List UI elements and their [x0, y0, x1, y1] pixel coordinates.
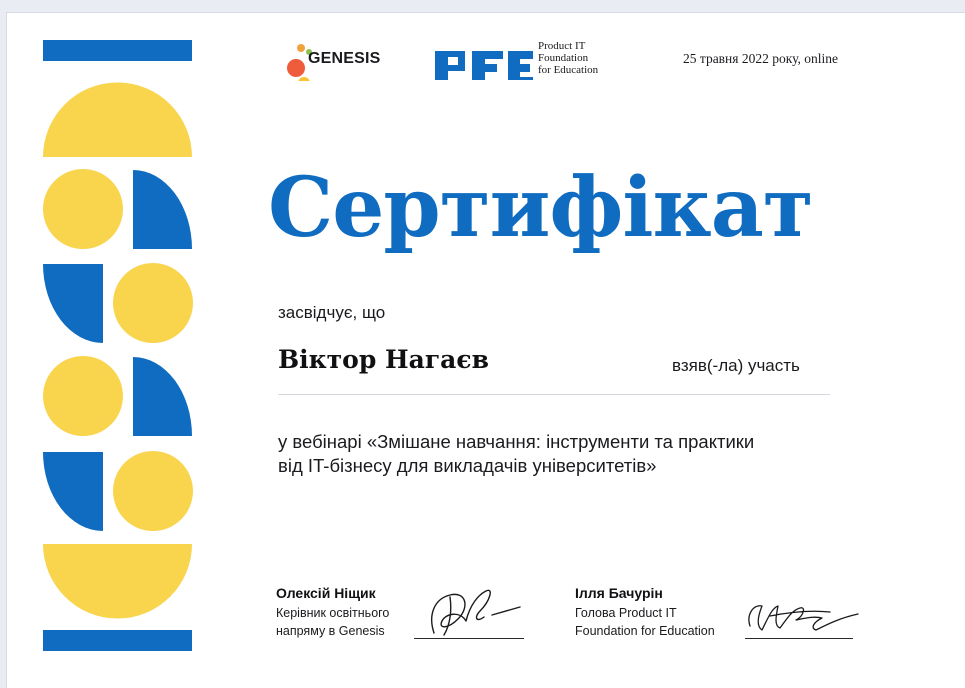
ornament-circle — [43, 169, 123, 249]
signature-line — [414, 638, 524, 639]
signature-1 — [420, 585, 530, 640]
signatory-role: Foundation for Education — [575, 624, 715, 638]
ornament-bottom-bar — [43, 630, 192, 651]
signatory-1 — [276, 585, 389, 640]
name-divider — [278, 394, 830, 395]
genesis-logo-dot — [287, 59, 305, 77]
certifies-text: засвідчує, що — [278, 303, 386, 322]
ornament-quarter — [133, 357, 192, 436]
signatory-role: напряму в Genesis — [276, 624, 385, 638]
webinar-line: у вебінарі «Змішане навчання: інструменти та практики — [278, 431, 755, 452]
pfe-logo-line: Foundation — [538, 52, 589, 64]
ornament-top-bar — [43, 40, 192, 61]
signatory-role: Керівник освітнього — [276, 606, 390, 620]
pfe-logo-text — [538, 40, 598, 76]
genesis-logo-dot — [298, 77, 310, 81]
pfe-logo-line: Product IT — [538, 40, 586, 52]
signatory-name: Ілля Бачурін — [575, 585, 663, 601]
signature-line — [745, 638, 853, 639]
webinar-description — [278, 430, 838, 478]
genesis-logo-dot — [297, 44, 305, 52]
certificate-title: Сертифікат — [268, 160, 813, 256]
signatory-name: Олексій Ніщик — [276, 585, 376, 601]
pfe-logo — [428, 40, 538, 80]
ornament-quarter — [133, 170, 192, 249]
ornament-circle — [113, 263, 193, 343]
ornament-circle — [113, 451, 193, 531]
recipient-name: Віктор Нагаєв — [278, 345, 489, 374]
signatory-2 — [575, 585, 715, 640]
ornament-circle — [43, 356, 123, 436]
signature-2 — [740, 596, 860, 641]
ornament-half-circle-top — [43, 83, 192, 158]
pfe-logo-line: for Education — [538, 64, 599, 76]
signatory-role: Голова Product IT — [575, 606, 677, 620]
event-date: 25 травня 2022 року, online — [683, 51, 838, 66]
genesis-logo-text: GENESIS — [308, 50, 381, 67]
ornament-half-circle-bottom — [43, 544, 192, 619]
webinar-line: від IT-бізнесу для викладачів університетів» — [278, 455, 657, 476]
participation-text: взяв(-ла) участь — [672, 356, 800, 375]
ornament-quarter — [43, 264, 103, 343]
geometric-ornament — [0, 0, 200, 687]
ornament-quarter — [43, 452, 103, 531]
